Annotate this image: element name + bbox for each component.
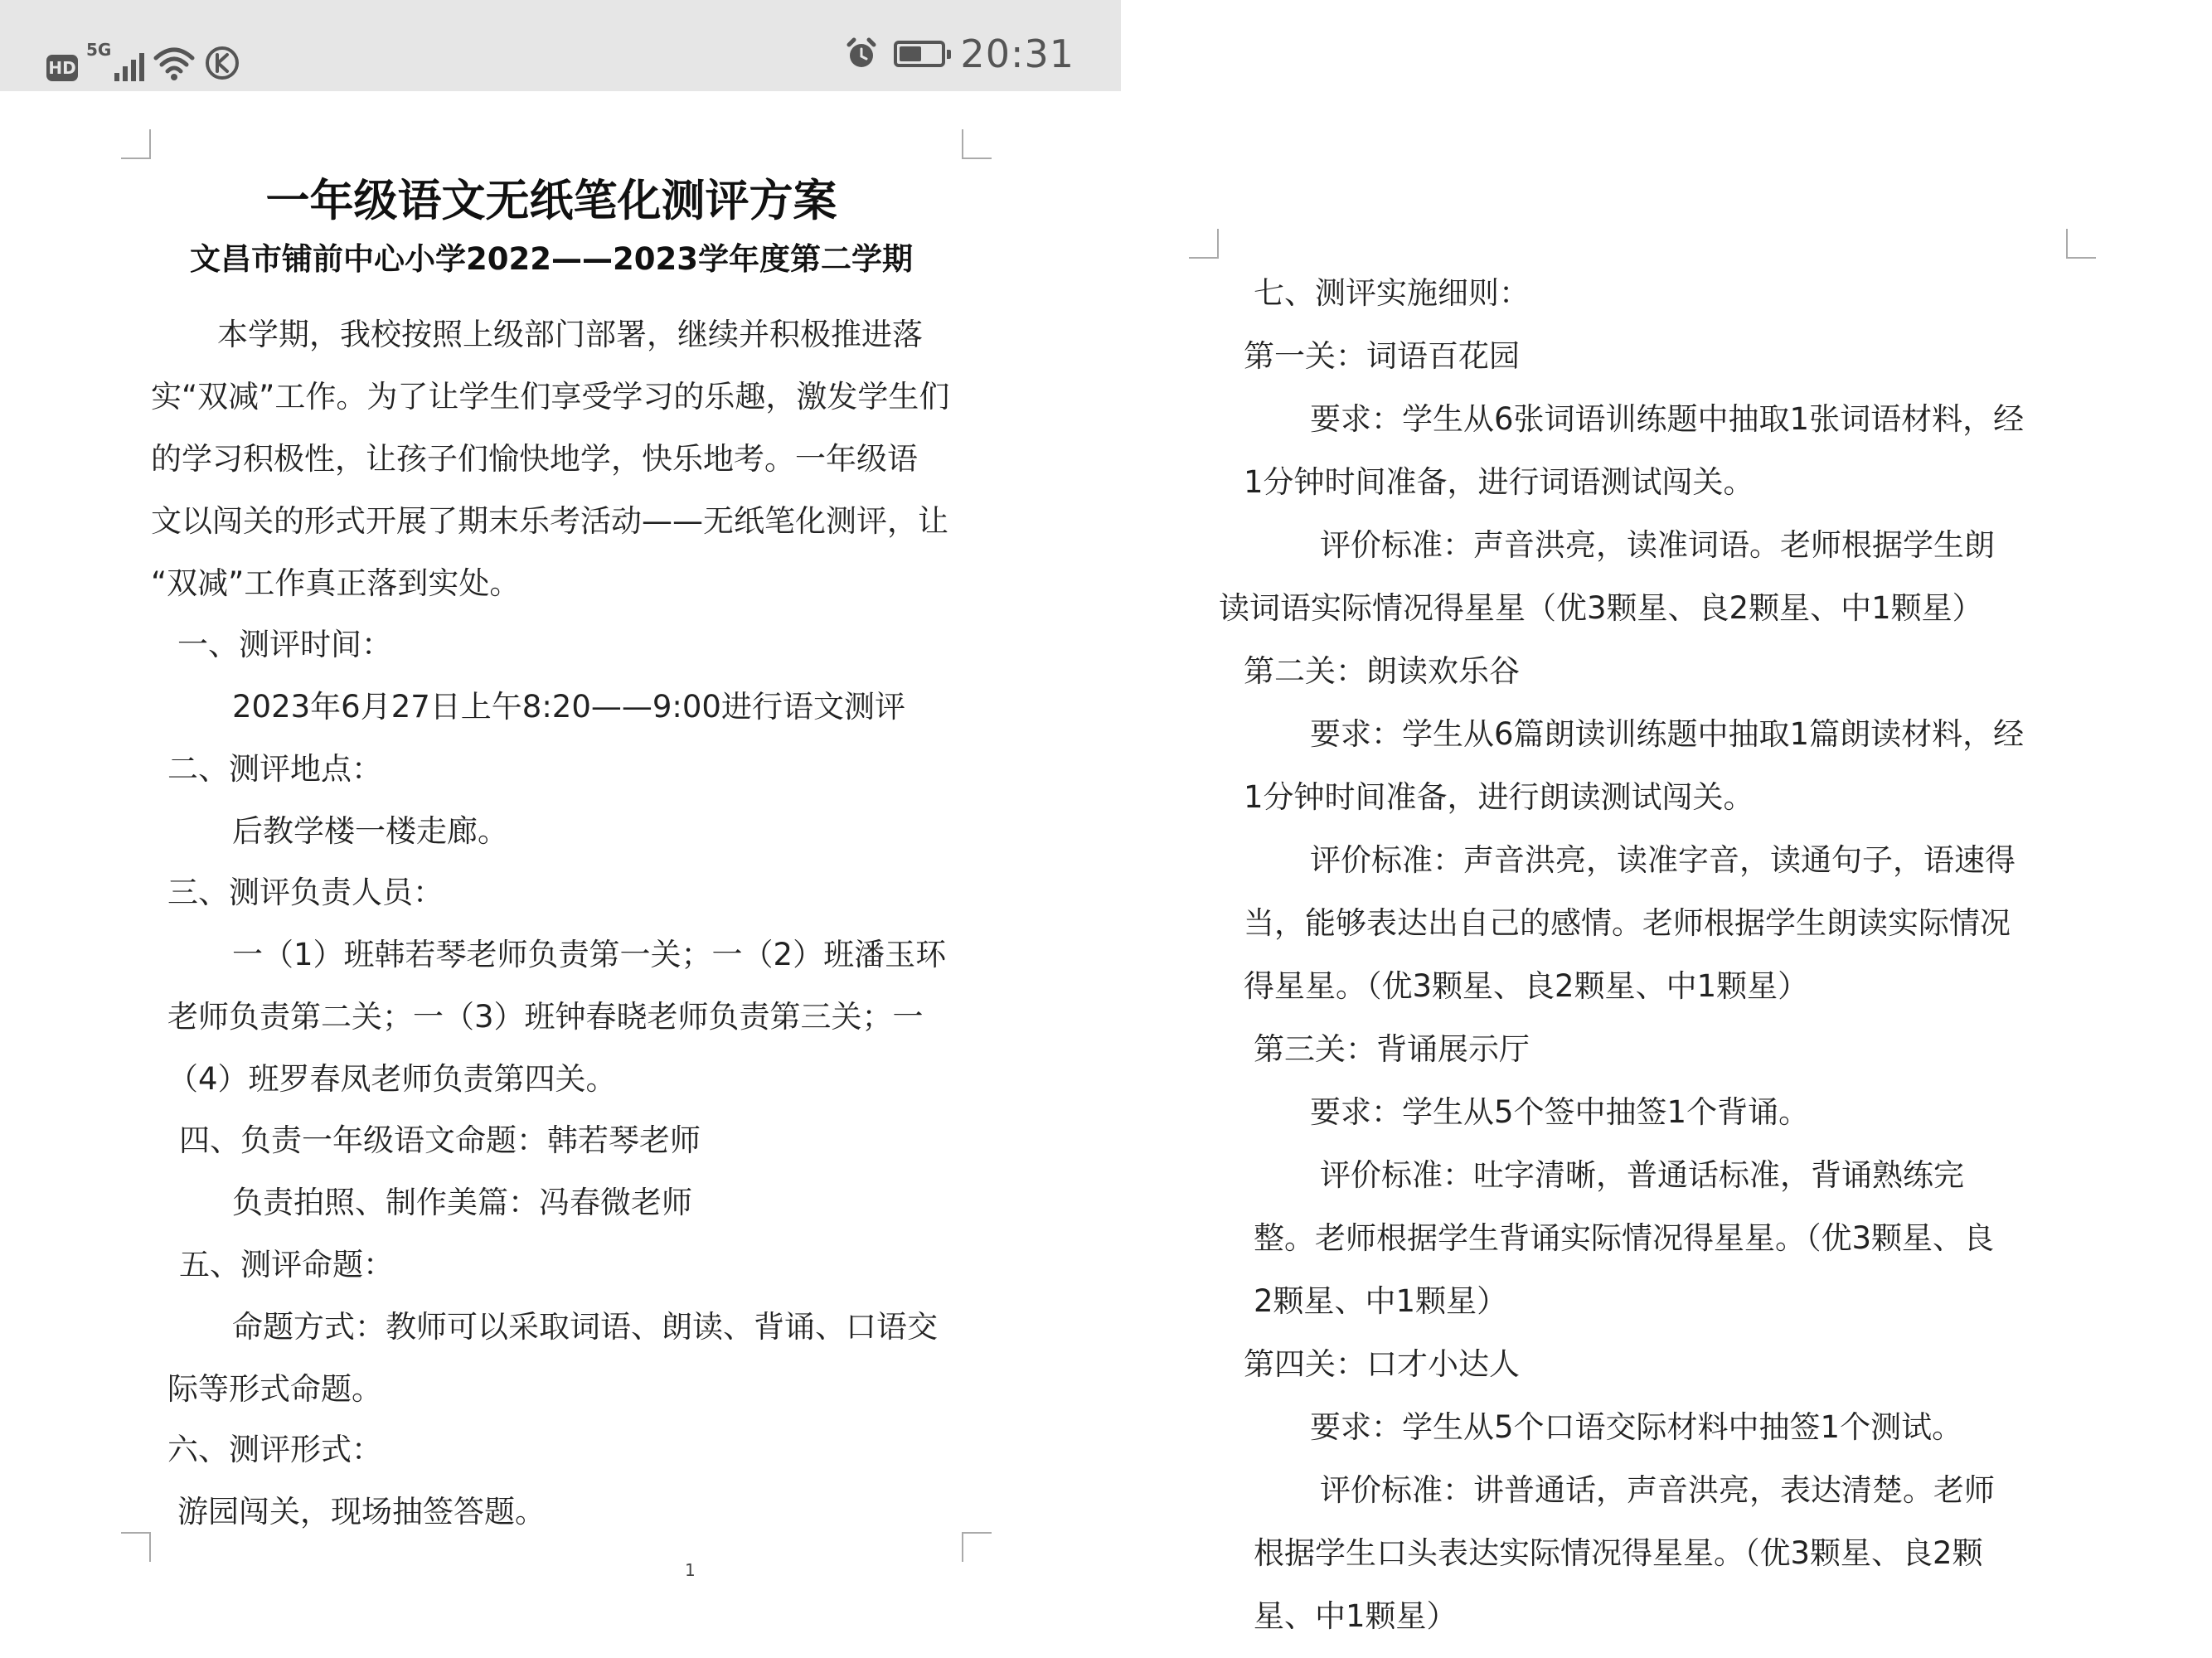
page2-text-line: 星、中1颗星） bbox=[1254, 1598, 1458, 1634]
page2-text-line: 要求：学生从5个口语交际材料中抽签1个测试。 bbox=[1310, 1409, 1963, 1445]
page2-text-line: 读词语实际情况得星星（优3颗星、良2颗星、中1颗星） bbox=[1219, 590, 1983, 626]
page1-text-line: 后教学楼一楼走廊。 bbox=[232, 813, 508, 849]
signal-icon bbox=[114, 51, 144, 81]
page2-text-line: 第三关：背诵展示厅 bbox=[1254, 1031, 1530, 1067]
page1-text-line: 二、测评地点： bbox=[167, 751, 382, 787]
page2-text-line: 第四关：口才小达人 bbox=[1244, 1346, 1520, 1382]
page1-text-line: 文以闯关的形式开展了期末乐考活动——无纸笔化测评，让 bbox=[151, 503, 948, 539]
page1-text-line: 命题方式：教师可以采取词语、朗读、背诵、口语交 bbox=[232, 1309, 938, 1345]
page1-text-line: 一（1）班韩若琴老师负责第一关；一（2）班潘玉环 bbox=[232, 937, 947, 972]
document-page-1 bbox=[124, 133, 1003, 1592]
page2-text-line: 得星星。（优3颗星、良2颗星、中1颗星） bbox=[1244, 968, 1809, 1004]
page1-text-line: 实“双减”工作。为了让学生们享受学习的乐趣，激发学生们 bbox=[151, 379, 950, 414]
page2-text-line: 评价标准：吐字清晰，普通话标准，背诵熟练完 bbox=[1320, 1157, 1964, 1193]
page1-text-line: （4）班罗春凤老师负责第四关。 bbox=[167, 1061, 617, 1097]
page-corner-mark bbox=[2066, 229, 2096, 259]
page1-text-line: 的学习积极性，让孩子们愉快地学，快乐地考。一年级语 bbox=[151, 441, 918, 477]
status-bar bbox=[0, 0, 1121, 91]
page2-text-line: 评价标准：声音洪亮，读准字音，读通句子，语速得 bbox=[1310, 842, 2016, 878]
page2-text-line: 要求：学生从6篇朗读训练题中抽取1篇朗读材料，经 bbox=[1310, 716, 2025, 752]
page-corner-mark bbox=[962, 129, 992, 159]
page1-text-line: 一、测评时间： bbox=[177, 627, 392, 662]
page1-text-line: 三、测评负责人员： bbox=[167, 875, 444, 910]
page1-text-line: 负责拍照、制作美篇：冯春微老师 bbox=[232, 1185, 692, 1220]
document-page-2 bbox=[1194, 232, 2106, 1658]
page2-text-line: 要求：学生从6张词语训练题中抽取1张词语材料，经 bbox=[1310, 401, 2025, 437]
status-bar-left bbox=[46, 32, 240, 81]
page-number: 1 bbox=[685, 1560, 696, 1580]
page-corner-mark bbox=[1189, 229, 1219, 259]
battery-level bbox=[900, 46, 921, 61]
wifi-icon bbox=[153, 45, 196, 81]
page2-text-line: 七、测评实施细则： bbox=[1254, 275, 1530, 311]
page2-text-line: 当，能够表达出自己的感情。老师根据学生朗读实际情况 bbox=[1244, 905, 2011, 941]
status-time: 20:31 bbox=[960, 32, 1074, 76]
page2-text-line: 评价标准：声音洪亮，读准词语。老师根据学生朗 bbox=[1320, 527, 1995, 563]
status-bar-right bbox=[844, 32, 1074, 76]
network-type-label: 5G bbox=[86, 40, 112, 60]
page1-text-line: 六、测评形式： bbox=[167, 1432, 382, 1467]
page2-text-line: 评价标准：讲普通话，声音洪亮，表达清楚。老师 bbox=[1320, 1472, 1995, 1508]
page2-text-line: 第二关：朗读欢乐谷 bbox=[1244, 653, 1520, 689]
page1-text-line: 际等形式命题。 bbox=[167, 1371, 382, 1407]
page2-text-line: 要求：学生从5个签中抽签1个背诵。 bbox=[1310, 1094, 1810, 1130]
page1-text-line: 游园闯关，现场抽签答题。 bbox=[177, 1494, 546, 1530]
page1-text-line: 四、负责一年级语文命题：韩若琴老师 bbox=[179, 1122, 701, 1158]
page2-text-line: 2颗星、中1颗星） bbox=[1254, 1283, 1508, 1319]
page-corner-mark bbox=[121, 1532, 151, 1562]
page2-text-line: 第一关：词语百花园 bbox=[1244, 338, 1520, 374]
page1-text-line: 2023年6月27日上午8:20——9:00进行语文测评 bbox=[232, 689, 905, 725]
page1-text-line: 本学期，我校按照上级部门部署，继续并积极推进落 bbox=[217, 317, 923, 352]
document-subtitle: 文昌市铺前中心小学2022——2023学年度第二学期 bbox=[190, 241, 913, 277]
hd-icon: HD bbox=[46, 55, 78, 81]
page2-text-line: 1分钟时间准备，进行朗读测试闯关。 bbox=[1244, 779, 1754, 815]
page1-text-line: 老师负责第二关；一（3）班钟春晓老师负责第三关；一 bbox=[167, 999, 924, 1035]
page2-text-line: 1分钟时间准备，进行词语测试闯关。 bbox=[1244, 464, 1754, 500]
page-corner-mark bbox=[962, 1532, 992, 1562]
battery-icon bbox=[894, 41, 945, 67]
page1-text-line: “双减”工作真正落到实处。 bbox=[151, 565, 521, 601]
page2-text-line: 整。老师根据学生背诵实际情况得星星。（优3颗星、良 bbox=[1254, 1220, 1995, 1256]
page2-text-line: 根据学生口头表达实际情况得星星。（优3颗星、良2颗 bbox=[1254, 1535, 1983, 1571]
alarm-icon bbox=[844, 36, 879, 71]
k-app-icon bbox=[204, 45, 240, 81]
document-title: 一年级语文无纸笔化测评方案 bbox=[265, 176, 837, 226]
page1-text-line: 五、测评命题： bbox=[179, 1247, 394, 1282]
page-corner-mark bbox=[121, 129, 151, 159]
